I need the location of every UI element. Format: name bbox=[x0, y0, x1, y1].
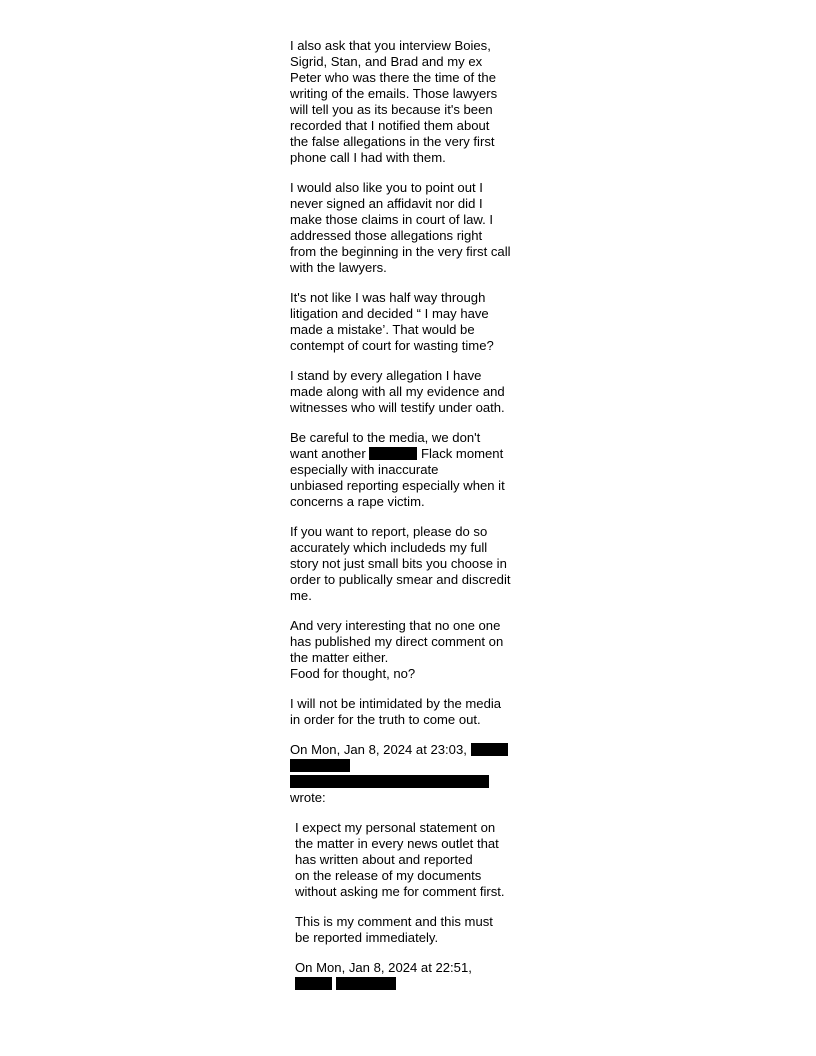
paragraph-affidavit bbox=[290, 180, 535, 276]
text-line: will tell you as its because it's been bbox=[290, 102, 493, 117]
redaction-box bbox=[369, 447, 417, 460]
text-line: the matter in every news outlet that bbox=[295, 836, 499, 851]
text-line: Food for thought, no? bbox=[290, 666, 416, 681]
text-line: from the beginning in the very first call bbox=[290, 244, 511, 259]
quoted-paragraph-statement bbox=[295, 820, 535, 900]
text-line: phone call I had with them. bbox=[290, 150, 446, 165]
text-line: contempt of court for wasting time? bbox=[290, 338, 494, 353]
text-line: order to publically smear and discredit bbox=[290, 572, 511, 587]
text-line: I would also like you to point out I bbox=[290, 180, 483, 195]
text-line: the matter either. bbox=[290, 650, 389, 665]
text-line: litigation and decided “ I may have bbox=[290, 306, 489, 321]
text-line: make those claims in court of law. I bbox=[290, 212, 494, 227]
text-line: has written about and reported bbox=[295, 852, 473, 867]
quoted-reply-header bbox=[295, 960, 535, 992]
text-line: has published my direct comment on bbox=[290, 634, 504, 649]
text-line: with the lawyers. bbox=[290, 260, 387, 275]
text-line: accurately which includeds my full bbox=[290, 540, 488, 555]
text-line: If you want to report, please do so bbox=[290, 524, 488, 539]
paragraph-report-accurately bbox=[290, 524, 535, 604]
paragraph-litigation bbox=[290, 290, 535, 354]
text-line: Sigrid, Stan, and Brad and my ex bbox=[290, 54, 483, 69]
text-line: Be careful to the media, we don't bbox=[290, 430, 481, 445]
redaction-line bbox=[290, 774, 535, 790]
text-line: on the release of my documents bbox=[295, 868, 482, 883]
text-line: I also ask that you interview Boies, bbox=[290, 38, 491, 53]
paragraph-media-warning bbox=[290, 430, 535, 510]
redaction-line bbox=[295, 976, 535, 992]
text-line-with-redaction bbox=[290, 446, 535, 462]
reply-header-prefix: On Mon, Jan 8, 2024 at 22:51, bbox=[295, 960, 472, 975]
email-body bbox=[290, 38, 535, 1006]
redaction-box bbox=[295, 977, 332, 990]
reply-header-prefix: On Mon, Jan 8, 2024 at 23:03, bbox=[290, 742, 467, 757]
text-line: witnesses who will testify under oath. bbox=[290, 400, 505, 415]
quoted-paragraph-comment bbox=[295, 914, 535, 946]
text-line: me. bbox=[290, 588, 312, 603]
paragraph-allegations bbox=[290, 368, 535, 416]
text-line: made a mistake’. That would be bbox=[290, 322, 475, 337]
reply-header-suffix: wrote: bbox=[290, 790, 326, 805]
redaction-box bbox=[471, 743, 508, 756]
redaction-box bbox=[290, 775, 489, 788]
text-line: unbiased reporting especially when it bbox=[290, 478, 505, 493]
redaction-box bbox=[336, 977, 396, 990]
text-line: especially with inaccurate bbox=[290, 462, 439, 477]
text-line: This is my comment and this must bbox=[295, 914, 493, 929]
text-line: the false allegations in the very first bbox=[290, 134, 495, 149]
text-line: be reported immediately. bbox=[295, 930, 439, 945]
text-fragment: Flack moment bbox=[421, 446, 504, 461]
redaction-box bbox=[290, 759, 350, 772]
text-fragment: want another bbox=[290, 446, 366, 461]
text-line: story not just small bits you choose in bbox=[290, 556, 507, 571]
text-line: concerns a rape victim. bbox=[290, 494, 425, 509]
reply-header-line bbox=[290, 742, 535, 758]
paragraph-not-intimidated bbox=[290, 696, 535, 728]
text-line: addressed those allegations right bbox=[290, 228, 483, 243]
text-line: in order for the truth to come out. bbox=[290, 712, 481, 727]
text-line: I stand by every allegation I have bbox=[290, 368, 482, 383]
paragraph-interview-request bbox=[290, 38, 535, 166]
text-line: And very interesting that no one one bbox=[290, 618, 501, 633]
text-line: without asking me for comment first. bbox=[295, 884, 505, 899]
quoted-message bbox=[295, 820, 535, 992]
text-line: made along with all my evidence and bbox=[290, 384, 505, 399]
text-line: never signed an affidavit nor did I bbox=[290, 196, 483, 211]
reply-header bbox=[290, 742, 535, 806]
text-line: writing of the emails. Those lawyers bbox=[290, 86, 498, 101]
text-line: Peter who was there the time of the bbox=[290, 70, 496, 85]
redaction-line bbox=[290, 758, 535, 774]
text-line: recorded that I notified them about bbox=[290, 118, 490, 133]
text-line: I expect my personal statement on bbox=[295, 820, 496, 835]
text-line: It's not like I was half way through bbox=[290, 290, 486, 305]
paragraph-no-comment-published bbox=[290, 618, 535, 682]
text-line: I will not be intimidated by the media bbox=[290, 696, 502, 711]
